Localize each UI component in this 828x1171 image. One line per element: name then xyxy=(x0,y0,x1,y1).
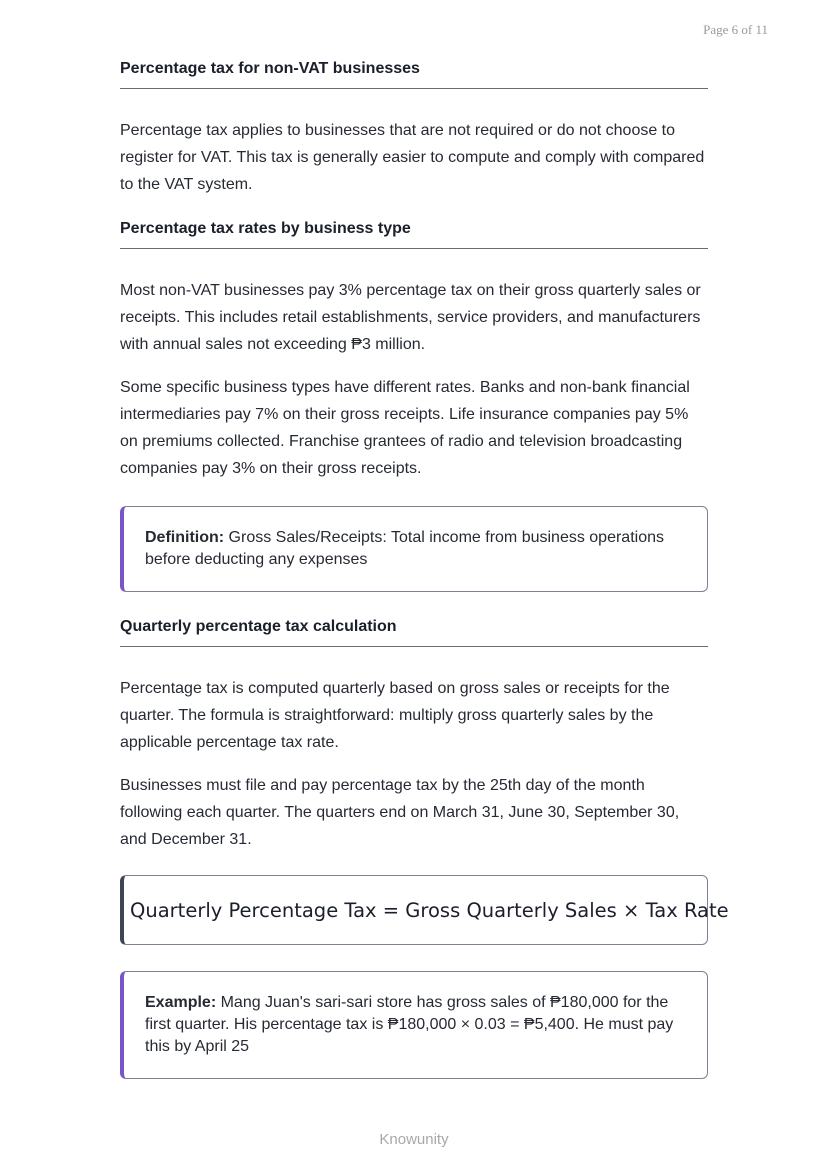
paragraph-calculation: Percentage tax is computed quarterly based on gross sales or receipts for the quarter. The formula is straightforward: multiply gross quarterly sales by the applicable percentage tax rate. xyxy=(120,680,670,751)
paragraph-rates-general: Most non-VAT businesses pay 3% percentage tax on their gross quarterly sales or receipts. This includes retail establishments, service providers, and manufacturers with annual sales not exceeding ₱3 million. xyxy=(120,282,701,353)
example-text: Mang Juan's sari-sari store has gross sales of ₱180,000 for the first quarter. His percentage tax is ₱180,000 × 0.03 = ₱5,400. He must pay this by April 25 xyxy=(145,994,674,1055)
paragraph-rates-specific: Some specific business types have different rates. Banks and non-bank financial intermediaries pay 7% on their gross receipts. Life insurance companies pay 5% on premiums collected. Franchise grantees of radio and television broadcasting companies pay 3% on their gross receipts. xyxy=(120,379,690,477)
section-heading-non-vat: Percentage tax for non-VAT businesses xyxy=(120,60,708,89)
formula-box: Quarterly Percentage Tax = Gross Quarterly Sales × Tax Rate xyxy=(120,875,708,945)
definition-text: Gross Sales/Receipts: Total income from business operations before deducting any expenses xyxy=(145,529,664,568)
paragraph-intro: Percentage tax applies to businesses that are not required or do not choose to register for VAT. This tax is generally easier to compute and comply with compared to the VAT system. xyxy=(120,122,705,193)
definition-label: Definition: xyxy=(145,529,225,546)
example-label: Example: xyxy=(145,994,217,1011)
section-heading-calculation: Quarterly percentage tax calculation xyxy=(120,618,708,647)
document-body xyxy=(120,60,729,1079)
section-heading-rates: Percentage tax rates by business type xyxy=(120,220,708,249)
footer-brand: Knowunity xyxy=(379,1131,449,1148)
definition-callout xyxy=(120,506,708,592)
page-indicator: Page 6 of 11 xyxy=(703,22,768,37)
paragraph-deadlines: Businesses must file and pay percentage tax by the 25th day of the month following each quarter. The quarters end on March 31, June 30, September 30, and December 31. xyxy=(120,777,680,848)
example-callout xyxy=(120,971,708,1079)
